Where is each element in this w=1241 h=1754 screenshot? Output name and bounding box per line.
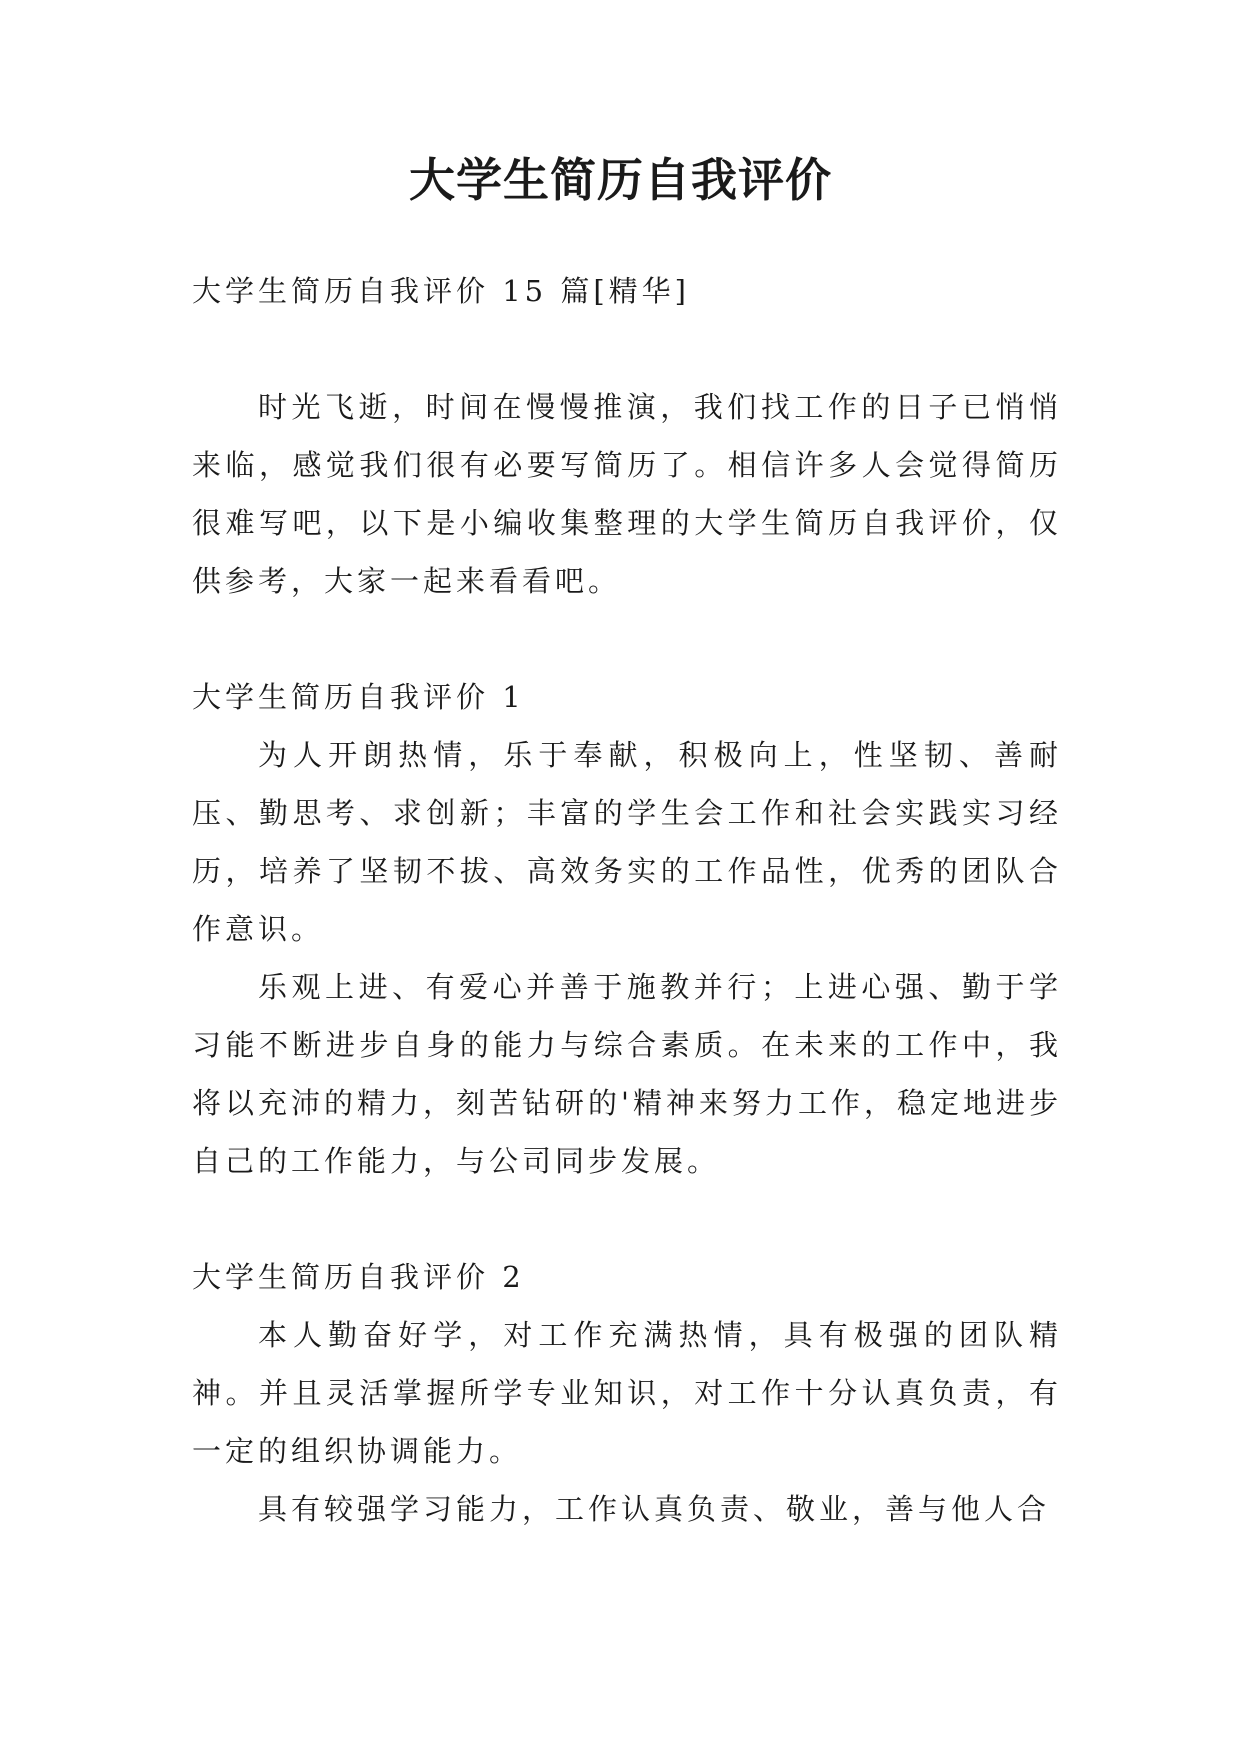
intro-paragraph: 时光飞逝，时间在慢慢推演，我们找工作的日子已悄悄来临，感觉我们很有必要写简历了。相信许多人会觉得简历很难写吧，以下是小编收集整理的大学生简历自我评价，仅供参考，大家一起来看看吧。 bbox=[192, 390, 1062, 598]
section-1-paragraph-2: 乐观上进、有爱心并善于施教并行；上进心强、勤于学习能不断进步自身的能力与综合素质。在未来的工作中，我将以充沛的精力，刻苦钻研的'精神来努力工作，稳定地进步自己的工作能力，与公司同步发展。 bbox=[192, 970, 1062, 1178]
section-heading-1: 大学生简历自我评价 1 bbox=[192, 680, 525, 714]
section-2-paragraph-2: 具有较强学习能力，工作认真负责、敬业，善与他人合 bbox=[258, 1492, 1051, 1526]
section-1-paragraph-1: 为人开朗热情，乐于奉献，积极向上，性坚韧、善耐压、勤思考、求创新；丰富的学生会工作和社会实践实习经历，培养了坚韧不拔、高效务实的工作品性，优秀的团队合作意识。 bbox=[192, 738, 1062, 946]
document-body bbox=[192, 262, 1062, 1538]
section-2-paragraph-1: 本人勤奋好学，对工作充满热情，具有极强的团队精神。并且灵活掌握所学专业知识，对工作十分认真负责，有一定的组织协调能力。 bbox=[192, 1318, 1062, 1468]
spacer bbox=[192, 610, 1062, 668]
spacer bbox=[192, 320, 1062, 378]
section-heading-2: 大学生简历自我评价 2 bbox=[192, 1260, 525, 1294]
document-title: 大学生简历自我评价 bbox=[409, 153, 832, 207]
document-subtitle: 大学生简历自我评价 15 篇[精华] bbox=[192, 274, 690, 308]
spacer bbox=[192, 1190, 1062, 1248]
